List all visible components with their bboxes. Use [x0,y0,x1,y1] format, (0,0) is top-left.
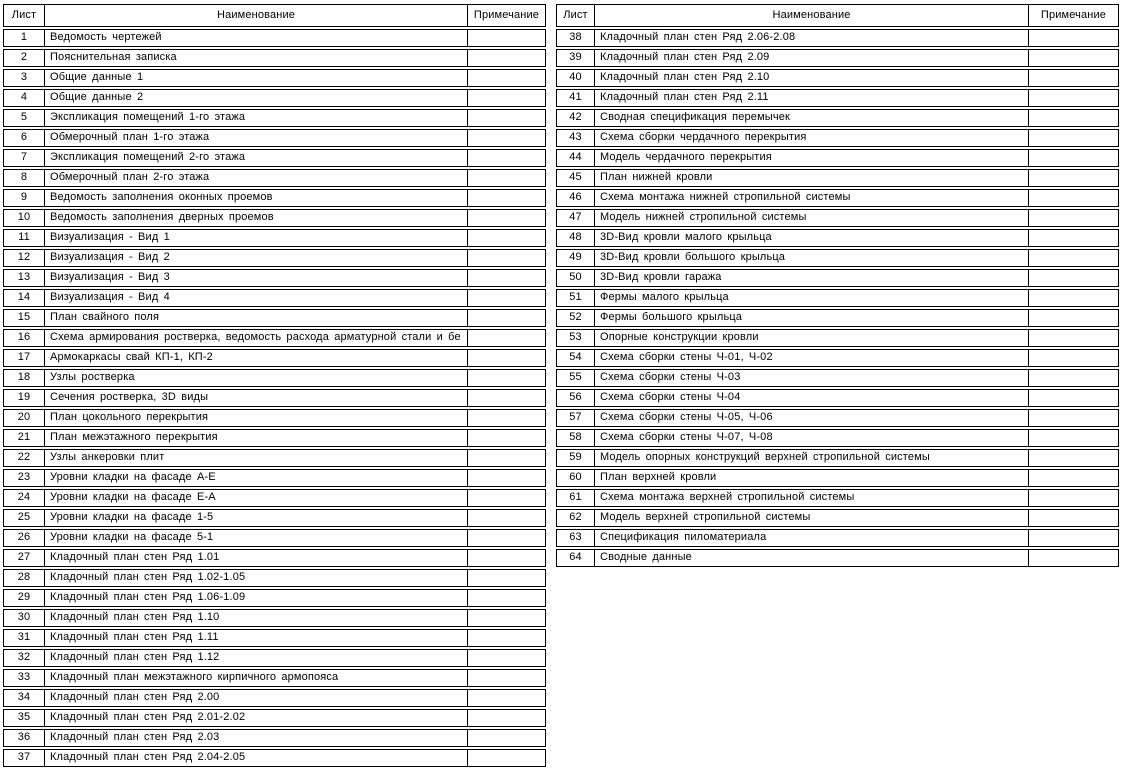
sheet-number-cell: 18 [4,370,45,386]
sheet-number-cell: 34 [4,690,45,706]
sheet-number-cell: 31 [4,630,45,646]
note-cell [468,670,545,686]
table-row [3,589,546,607]
sheet-number-cell: 17 [4,350,45,366]
sheet-name-cell: Кладочный план стен Ряд 1.10 [45,610,468,626]
sheet-name-cell: Ведомость заполнения оконных проемов [45,190,468,206]
sheet-number-cell: 55 [557,370,595,386]
header-sheet-column: Лист [4,5,45,26]
table-row [3,129,546,147]
drawing-register-table-left [3,4,546,769]
note-cell [1029,230,1118,246]
sheet-number-cell: 63 [557,530,595,546]
sheet-number-cell: 32 [4,650,45,666]
table-row [3,249,546,267]
table-row [556,469,1119,487]
note-cell [468,110,545,126]
note-cell [468,330,545,346]
sheet-name-cell: План свайного поля [45,310,468,326]
sheet-name-cell: Узлы анкеровки плит [45,450,468,466]
table-row [3,649,546,667]
sheet-number-cell: 64 [557,550,595,566]
note-cell [1029,30,1118,46]
table-row [3,529,546,547]
sheet-number-cell: 42 [557,110,595,126]
sheet-number-cell: 46 [557,190,595,206]
note-cell [468,470,545,486]
sheet-name-cell: Кладочный план стен Ряд 2.04-2.05 [45,750,468,766]
note-cell [468,250,545,266]
sheet-name-cell: 3D-Вид кровли гаража [595,270,1029,286]
table-header-row [3,4,546,27]
sheet-number-cell: 54 [557,350,595,366]
table-row [3,429,546,447]
note-cell [468,50,545,66]
sheet-number-cell: 59 [557,450,595,466]
sheet-number-cell: 37 [4,750,45,766]
sheet-name-cell: Схема сборки стены Ч-04 [595,390,1029,406]
table-row [556,289,1119,307]
note-cell [468,350,545,366]
sheet-name-cell: Обмерочный план 2-го этажа [45,170,468,186]
sheet-name-cell: Сечения ростверка, 3D виды [45,390,468,406]
sheet-name-cell: Кладочный план межэтажного кирпичного армопояса [45,670,468,686]
table-row [3,349,546,367]
table-row [556,189,1119,207]
note-cell [1029,430,1118,446]
table-row [556,129,1119,147]
table-row [556,89,1119,107]
table-row [3,469,546,487]
sheet-name-cell: Схема сборки чердачного перекрытия [595,130,1029,146]
note-cell [1029,310,1118,326]
sheet-name-cell: Визуализация - Вид 1 [45,230,468,246]
note-cell [468,30,545,46]
sheet-number-cell: 19 [4,390,45,406]
sheet-name-cell: Кладочный план стен Ряд 2.03 [45,730,468,746]
note-cell [468,750,545,766]
sheet-number-cell: 12 [4,250,45,266]
note-cell [1029,470,1118,486]
table-row [3,209,546,227]
sheet-name-cell: Кладочный план стен Ряд 1.02-1.05 [45,570,468,586]
sheet-number-cell: 61 [557,490,595,506]
sheet-number-cell: 30 [4,610,45,626]
table-row [556,309,1119,327]
sheet-name-cell: Схема сборки стены Ч-07, Ч-08 [595,430,1029,446]
sheet-name-cell: Схема сборки стены Ч-05, Ч-06 [595,410,1029,426]
table-row [556,449,1119,467]
sheet-number-cell: 51 [557,290,595,306]
sheet-name-cell: Кладочный план стен Ряд 1.06-1.09 [45,590,468,606]
table-row [3,409,546,427]
sheet-number-cell: 23 [4,470,45,486]
table-row [3,189,546,207]
table-row [3,149,546,167]
sheet-number-cell: 33 [4,670,45,686]
sheet-number-cell: 16 [4,330,45,346]
table-row [556,149,1119,167]
note-cell [468,530,545,546]
note-cell [1029,390,1118,406]
sheet-name-cell: Сводная спецификация перемычек [595,110,1029,126]
table-row [556,429,1119,447]
sheet-name-cell: План цокольного перекрытия [45,410,468,426]
sheet-name-cell: Общие данные 2 [45,90,468,106]
sheet-name-cell: 3D-Вид кровли большого крыльца [595,250,1029,266]
note-cell [468,290,545,306]
table-row [3,449,546,467]
sheet-number-cell: 50 [557,270,595,286]
table-row [3,309,546,327]
sheet-name-cell: Схема армирования ростверка, ведомость расхода арматурной стали и бе [45,330,468,346]
table-row [3,569,546,587]
sheet-name-cell: Фермы большого крыльца [595,310,1029,326]
sheet-number-cell: 7 [4,150,45,166]
sheet-number-cell: 36 [4,730,45,746]
table-row [556,249,1119,267]
note-cell [468,570,545,586]
sheet-name-cell: Кладочный план стен Ряд 2.01-2.02 [45,710,468,726]
note-cell [1029,490,1118,506]
note-cell [1029,150,1118,166]
header-note-column: Примечание [473,9,540,21]
note-cell [1029,110,1118,126]
table-row [3,389,546,407]
sheet-name-cell: Спецификация пиломатериала [595,530,1029,546]
sheet-name-cell: Кладочный план стен Ряд 2.09 [595,50,1029,66]
sheet-number-cell: 41 [557,90,595,106]
note-cell [1029,350,1118,366]
sheet-name-cell: Ведомость чертежей [45,30,468,46]
sheet-name-cell: Ведомость заполнения дверных проемов [45,210,468,226]
sheet-name-cell: Модель опорных конструкций верхней стропильной системы [595,450,1029,466]
note-cell [1029,190,1118,206]
sheet-name-cell: Кладочный план стен Ряд 2.10 [595,70,1029,86]
header-name-column: Наименование [595,5,1029,26]
note-cell [1029,170,1118,186]
table-row [3,169,546,187]
sheet-number-cell: 4 [4,90,45,106]
table-row [3,89,546,107]
sheet-number-cell: 39 [557,50,595,66]
note-cell [468,690,545,706]
sheet-name-cell: Уровни кладки на фасаде Е-А [45,490,468,506]
sheet-number-cell: 22 [4,450,45,466]
sheet-name-cell: Схема сборки стены Ч-01, Ч-02 [595,350,1029,366]
sheet-number-cell: 57 [557,410,595,426]
sheet-number-cell: 14 [4,290,45,306]
sheet-number-cell: 27 [4,550,45,566]
note-cell [468,430,545,446]
note-cell [468,150,545,166]
table-row [556,369,1119,387]
table-row [556,69,1119,87]
table-row [3,629,546,647]
note-cell [468,210,545,226]
note-cell [468,70,545,86]
sheet-number-cell: 29 [4,590,45,606]
note-cell [1029,330,1118,346]
note-cell [468,90,545,106]
sheet-number-cell: 3 [4,70,45,86]
sheet-name-cell: Сводные данные [595,550,1029,566]
sheet-name-cell: Кладочный план стен Ряд 1.01 [45,550,468,566]
note-cell [468,230,545,246]
sheet-number-cell: 38 [557,30,595,46]
table-row [3,509,546,527]
sheet-number-cell: 43 [557,130,595,146]
table-row [3,709,546,727]
sheet-number-cell: 53 [557,330,595,346]
note-cell [1029,250,1118,266]
note-cell [468,710,545,726]
sheet-number-cell: 28 [4,570,45,586]
header-name-column: Наименование [45,5,468,26]
table-row [3,69,546,87]
note-cell [468,130,545,146]
note-cell [1029,550,1118,566]
sheet-name-cell: Обмерочный план 1-го этажа [45,130,468,146]
table-row [556,29,1119,47]
table-row [3,689,546,707]
note-cell [1029,50,1118,66]
sheet-name-cell: Пояснительная записка [45,50,468,66]
sheet-number-cell: 13 [4,270,45,286]
note-cell [468,170,545,186]
table-body [556,29,1119,567]
sheet-number-cell: 24 [4,490,45,506]
sheet-number-cell: 11 [4,230,45,246]
table-row [556,389,1119,407]
table-row [3,489,546,507]
sheet-number-cell: 62 [557,510,595,526]
table-row [3,609,546,627]
sheet-number-cell: 8 [4,170,45,186]
note-cell [1029,90,1118,106]
sheet-name-cell: Схема монтажа верхней стропильной системы [595,490,1029,506]
sheet-name-cell: Кладочный план стен Ряд 1.11 [45,630,468,646]
note-cell [1029,210,1118,226]
note-cell [1029,510,1118,526]
sheet-name-cell: План верхней кровли [595,470,1029,486]
table-row [556,329,1119,347]
sheet-number-cell: 52 [557,310,595,326]
table-row [3,229,546,247]
sheet-number-cell: 44 [557,150,595,166]
sheet-name-cell: Уровни кладки на фасаде 5-1 [45,530,468,546]
note-cell [468,310,545,326]
sheet-name-cell: Уровни кладки на фасаде А-Е [45,470,468,486]
table-row [3,269,546,287]
note-cell [468,490,545,506]
table-row [556,49,1119,67]
note-cell [1029,450,1118,466]
sheet-number-cell: 2 [4,50,45,66]
note-cell [1029,530,1118,546]
table-row [3,549,546,567]
note-cell [1029,290,1118,306]
table-body [3,29,546,767]
sheet-name-cell: Визуализация - Вид 4 [45,290,468,306]
sheet-name-cell: Армокаркасы свай КП-1, КП-2 [45,350,468,366]
note-cell [468,650,545,666]
note-cell [468,270,545,286]
table-row [556,169,1119,187]
table-row [556,109,1119,127]
sheet-name-cell: План нижней кровли [595,170,1029,186]
sheet-number-cell: 21 [4,430,45,446]
sheet-number-cell: 25 [4,510,45,526]
sheet-number-cell: 5 [4,110,45,126]
table-row [556,509,1119,527]
sheet-name-cell: Общие данные 1 [45,70,468,86]
note-cell [468,390,545,406]
table-header-row [556,4,1119,27]
table-row [556,529,1119,547]
sheet-name-cell: Узлы ростверка [45,370,468,386]
sheet-number-cell: 15 [4,310,45,326]
sheet-name-cell: 3D-Вид кровли малого крыльца [595,230,1029,246]
note-cell [468,510,545,526]
note-cell [468,450,545,466]
sheet-name-cell: Схема сборки стены Ч-03 [595,370,1029,386]
note-cell [468,410,545,426]
sheet-name-cell: План межэтажного перекрытия [45,430,468,446]
note-cell [1029,70,1118,86]
table-row [3,29,546,47]
note-cell [468,550,545,566]
header-note-column: Примечание [1040,9,1107,21]
note-cell [468,610,545,626]
drawing-register-table-right [556,4,1119,569]
sheet-name-cell: Уровни кладки на фасаде 1-5 [45,510,468,526]
note-cell [468,590,545,606]
sheet-number-cell: 26 [4,530,45,546]
sheet-name-cell: Экспликация помещений 1-го этажа [45,110,468,126]
sheet-number-cell: 56 [557,390,595,406]
sheet-name-cell: Экспликация помещений 2-го этажа [45,150,468,166]
sheet-name-cell: Кладочный план стен Ряд 1.12 [45,650,468,666]
sheet-name-cell: Визуализация - Вид 2 [45,250,468,266]
sheet-number-cell: 1 [4,30,45,46]
table-row [3,289,546,307]
sheet-number-cell: 60 [557,470,595,486]
note-cell [468,630,545,646]
sheet-name-cell: Модель нижней стропильной системы [595,210,1029,226]
table-row [3,109,546,127]
table-row [3,729,546,747]
sheet-number-cell: 48 [557,230,595,246]
sheet-number-cell: 49 [557,250,595,266]
sheet-number-cell: 10 [4,210,45,226]
sheet-number-cell: 20 [4,410,45,426]
sheet-name-cell: Кладочный план стен Ряд 2.00 [45,690,468,706]
table-row [556,409,1119,427]
note-cell [468,730,545,746]
sheet-name-cell: Модель верхней стропильной системы [595,510,1029,526]
note-cell [1029,270,1118,286]
sheet-number-cell: 35 [4,710,45,726]
table-row [556,229,1119,247]
table-row [556,209,1119,227]
sheet-number-cell: 58 [557,430,595,446]
sheet-number-cell: 47 [557,210,595,226]
sheet-name-cell: Визуализация - Вид 3 [45,270,468,286]
table-row [3,369,546,387]
note-cell [1029,410,1118,426]
sheet-name-cell: Кладочный план стен Ряд 2.11 [595,90,1029,106]
sheet-name-cell: Опорные конструкции кровли [595,330,1029,346]
sheet-name-cell: Модель чердачного перекрытия [595,150,1029,166]
table-row [3,329,546,347]
sheet-number-cell: 40 [557,70,595,86]
note-cell [1029,130,1118,146]
table-row [556,489,1119,507]
header-sheet-column: Лист [557,5,595,26]
table-row [3,49,546,67]
sheet-number-cell: 6 [4,130,45,146]
note-cell [1029,370,1118,386]
sheet-number-cell: 9 [4,190,45,206]
table-row [556,549,1119,567]
note-cell [468,370,545,386]
sheet-name-cell: Фермы малого крыльца [595,290,1029,306]
table-row [3,669,546,687]
note-cell [468,190,545,206]
table-row [3,749,546,767]
table-row [556,269,1119,287]
sheet-number-cell: 45 [557,170,595,186]
table-row [556,349,1119,367]
sheet-name-cell: Схема монтажа нижней стропильной системы [595,190,1029,206]
sheet-name-cell: Кладочный план стен Ряд 2.06-2.08 [595,30,1029,46]
